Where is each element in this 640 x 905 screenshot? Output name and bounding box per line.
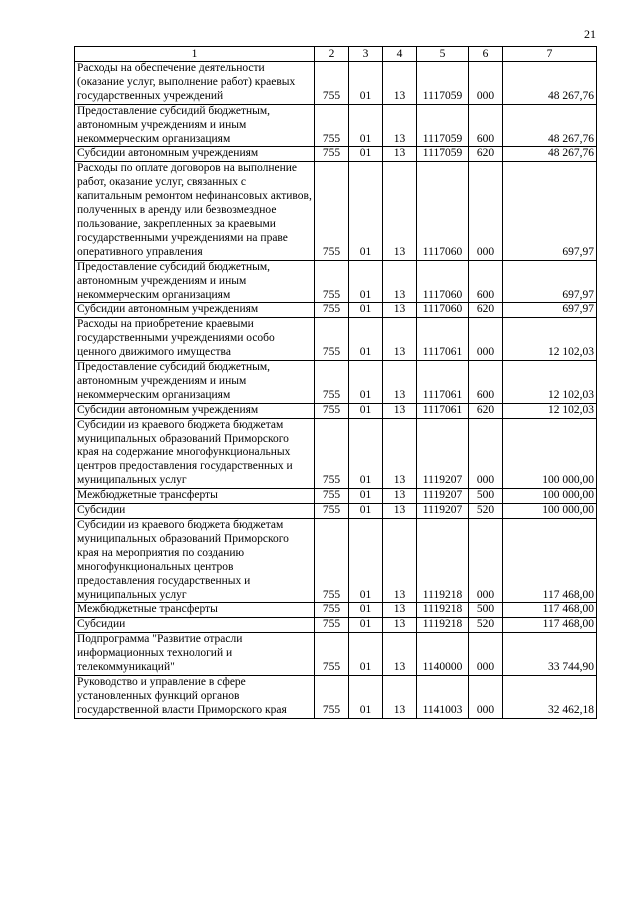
header-row	[75, 47, 597, 62]
subsection-cell: 13	[383, 303, 417, 318]
target-article-cell: 1119218	[417, 603, 469, 618]
page-number: 21	[584, 27, 596, 41]
amount-cell: 48 267,76	[503, 104, 597, 147]
name-cell: Руководство и управление в сфере установленных функций органов государственной власти Приморского края	[75, 675, 315, 718]
amount-cell: 33 744,90	[503, 633, 597, 676]
admin-code-cell: 755	[315, 504, 349, 519]
name-cell: Предоставление субсидий бюджетным, автономным учреждениям и иным некоммерческим организациям	[75, 361, 315, 404]
table-row	[75, 618, 597, 633]
subsection-cell: 13	[383, 489, 417, 504]
subsection-cell: 13	[383, 403, 417, 418]
table-row	[75, 260, 597, 303]
expense-type-cell: 000	[469, 633, 503, 676]
table-row	[75, 403, 597, 418]
target-article-cell: 1141003	[417, 675, 469, 718]
amount-cell: 697,97	[503, 162, 597, 260]
amount-cell: 697,97	[503, 260, 597, 303]
table-row	[75, 62, 597, 105]
target-article-cell: 1117059	[417, 104, 469, 147]
table-row	[75, 162, 597, 260]
section-cell: 01	[349, 519, 383, 603]
amount-cell: 12 102,03	[503, 403, 597, 418]
table-row	[75, 361, 597, 404]
subsection-cell: 13	[383, 675, 417, 718]
expense-type-cell: 520	[469, 618, 503, 633]
section-cell: 01	[349, 504, 383, 519]
name-cell: Субсидии автономным учреждениям	[75, 303, 315, 318]
target-article-cell: 1117060	[417, 303, 469, 318]
expense-type-cell: 500	[469, 603, 503, 618]
admin-code-cell: 755	[315, 147, 349, 162]
subsection-cell: 13	[383, 260, 417, 303]
target-article-cell: 1119207	[417, 418, 469, 489]
name-cell: Подпрограмма "Развитие отрасли информационных технологий и телекоммуникаций"	[75, 633, 315, 676]
target-article-cell: 1117061	[417, 403, 469, 418]
table-row	[75, 318, 597, 361]
table-row	[75, 504, 597, 519]
expense-type-cell: 520	[469, 504, 503, 519]
amount-cell: 100 000,00	[503, 489, 597, 504]
expense-type-cell: 620	[469, 403, 503, 418]
admin-code-cell: 755	[315, 104, 349, 147]
target-article-cell: 1119218	[417, 618, 469, 633]
name-cell: Субсидии из краевого бюджета бюджетам муниципальных образований Приморского края на мероприятия по созданию многофункциональных центров предоставления государственных и муниципальных услуг	[75, 519, 315, 603]
admin-code-cell: 755	[315, 403, 349, 418]
table-row	[75, 303, 597, 318]
name-cell: Расходы на приобретение краевыми государственными учреждениями особо ценного движимого имущества	[75, 318, 315, 361]
target-article-cell: 1117060	[417, 260, 469, 303]
subsection-cell: 13	[383, 418, 417, 489]
table-body	[75, 62, 597, 719]
table-row	[75, 519, 597, 603]
section-cell: 01	[349, 104, 383, 147]
section-cell: 01	[349, 418, 383, 489]
subsection-cell: 13	[383, 504, 417, 519]
expense-type-cell: 000	[469, 418, 503, 489]
subsection-cell: 13	[383, 361, 417, 404]
target-article-cell: 1117059	[417, 147, 469, 162]
name-cell: Межбюджетные трансферты	[75, 489, 315, 504]
expense-type-cell: 000	[469, 519, 503, 603]
name-cell: Предоставление субсидий бюджетным, автономным учреждениям и иным некоммерческим организациям	[75, 104, 315, 147]
subsection-cell: 13	[383, 603, 417, 618]
admin-code-cell: 755	[315, 603, 349, 618]
name-cell: Предоставление субсидий бюджетным, автономным учреждениям и иным некоммерческим организациям	[75, 260, 315, 303]
admin-code-cell: 755	[315, 62, 349, 105]
target-article-cell: 1117061	[417, 318, 469, 361]
subsection-cell: 13	[383, 618, 417, 633]
name-cell: Субсидии автономным учреждениям	[75, 147, 315, 162]
subsection-cell: 13	[383, 519, 417, 603]
name-cell: Межбюджетные трансферты	[75, 603, 315, 618]
admin-code-cell: 755	[315, 675, 349, 718]
admin-code-cell: 755	[315, 361, 349, 404]
admin-code-cell: 755	[315, 162, 349, 260]
amount-cell: 12 102,03	[503, 361, 597, 404]
amount-cell: 48 267,76	[503, 62, 597, 105]
name-cell: Субсидии	[75, 504, 315, 519]
target-article-cell: 1117059	[417, 62, 469, 105]
section-cell: 01	[349, 633, 383, 676]
section-cell: 01	[349, 489, 383, 504]
admin-code-cell: 755	[315, 519, 349, 603]
subsection-cell: 13	[383, 633, 417, 676]
header-cell-col6: 6	[469, 47, 503, 62]
admin-code-cell: 755	[315, 618, 349, 633]
section-cell: 01	[349, 603, 383, 618]
target-article-cell: 1117061	[417, 361, 469, 404]
expense-type-cell: 500	[469, 489, 503, 504]
subsection-cell: 13	[383, 318, 417, 361]
expense-type-cell: 000	[469, 62, 503, 105]
name-cell: Субсидии автономным учреждениям	[75, 403, 315, 418]
header-cell-col5: 5	[417, 47, 469, 62]
name-cell: Субсидии	[75, 618, 315, 633]
admin-code-cell: 755	[315, 260, 349, 303]
expense-type-cell: 620	[469, 303, 503, 318]
section-cell: 01	[349, 303, 383, 318]
section-cell: 01	[349, 361, 383, 404]
expense-type-cell: 000	[469, 675, 503, 718]
amount-cell: 697,97	[503, 303, 597, 318]
admin-code-cell: 755	[315, 303, 349, 318]
section-cell: 01	[349, 62, 383, 105]
amount-cell: 100 000,00	[503, 418, 597, 489]
section-cell: 01	[349, 403, 383, 418]
amount-cell: 48 267,76	[503, 147, 597, 162]
target-article-cell: 1119207	[417, 489, 469, 504]
table-row	[75, 633, 597, 676]
subsection-cell: 13	[383, 162, 417, 260]
amount-cell: 117 468,00	[503, 603, 597, 618]
name-cell: Расходы на обеспечение деятельности (оказание услуг, выполнение работ) краевых государственных учреждений	[75, 62, 315, 105]
table-row	[75, 147, 597, 162]
name-cell: Расходы по оплате договоров на выполнение работ, оказание услуг, связанных с капитальным ремонтом нефинансовых активов, полученных в аренду или безвозмездное пользование, закрепленных за краевыми государственными учреждениями на праве оперативного управления	[75, 162, 315, 260]
header-cell-col3: 3	[349, 47, 383, 62]
expense-type-cell: 000	[469, 162, 503, 260]
table-row	[75, 104, 597, 147]
expense-type-cell: 600	[469, 104, 503, 147]
header-cell-col7: 7	[503, 47, 597, 62]
table-row	[75, 603, 597, 618]
header-cell-col4: 4	[383, 47, 417, 62]
table-row	[75, 489, 597, 504]
expense-type-cell: 600	[469, 361, 503, 404]
amount-cell: 32 462,18	[503, 675, 597, 718]
section-cell: 01	[349, 162, 383, 260]
expense-type-cell: 620	[469, 147, 503, 162]
amount-cell: 117 468,00	[503, 519, 597, 603]
section-cell: 01	[349, 675, 383, 718]
header-cell-col2: 2	[315, 47, 349, 62]
section-cell: 01	[349, 318, 383, 361]
target-article-cell: 1119218	[417, 519, 469, 603]
section-cell: 01	[349, 260, 383, 303]
name-cell: Субсидии из краевого бюджета бюджетам муниципальных образований Приморского края на содержание многофункциональных центров предоставления государственных и муниципальных услуг	[75, 418, 315, 489]
table-row	[75, 675, 597, 718]
section-cell: 01	[349, 147, 383, 162]
amount-cell: 117 468,00	[503, 618, 597, 633]
subsection-cell: 13	[383, 62, 417, 105]
budget-table	[74, 46, 597, 719]
target-article-cell: 1119207	[417, 504, 469, 519]
subsection-cell: 13	[383, 147, 417, 162]
amount-cell: 100 000,00	[503, 504, 597, 519]
admin-code-cell: 755	[315, 489, 349, 504]
expense-type-cell: 000	[469, 318, 503, 361]
admin-code-cell: 755	[315, 318, 349, 361]
target-article-cell: 1117060	[417, 162, 469, 260]
subsection-cell: 13	[383, 104, 417, 147]
target-article-cell: 1140000	[417, 633, 469, 676]
table-row	[75, 418, 597, 489]
section-cell: 01	[349, 618, 383, 633]
header-cell-col1: 1	[75, 47, 315, 62]
admin-code-cell: 755	[315, 633, 349, 676]
amount-cell: 12 102,03	[503, 318, 597, 361]
expense-type-cell: 600	[469, 260, 503, 303]
admin-code-cell: 755	[315, 418, 349, 489]
